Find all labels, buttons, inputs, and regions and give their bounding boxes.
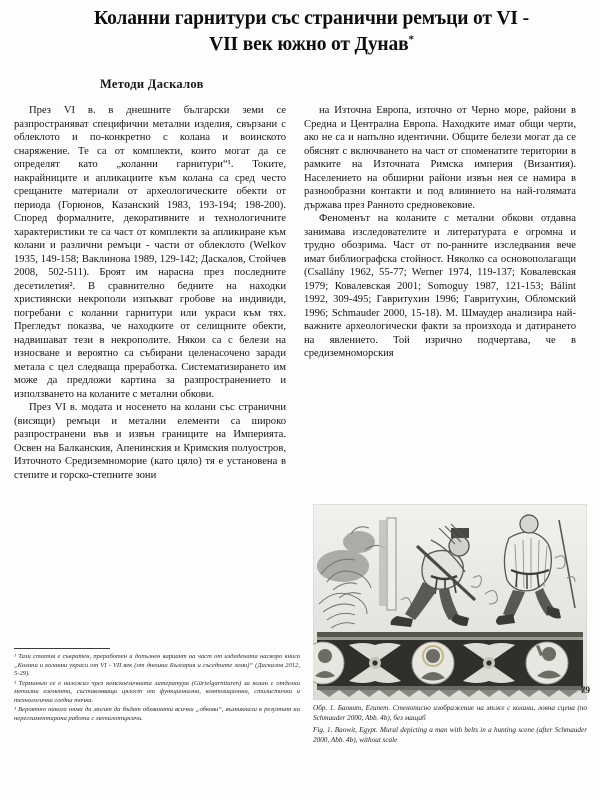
title-footnote-marker: * <box>408 33 414 46</box>
author-name: Методи Даскалов <box>100 77 204 92</box>
author-wrap <box>0 77 600 92</box>
footnotes-block <box>14 648 300 725</box>
paragraph: Феноменът на коланите с метални обкови отдавна занимава изследователите и литературата е огромна и трудно обозрима. Част от по-ранните изследвания вече имат библиографска стойност. Няколко са основополагащи (Csallány 1962, 55-77; Werner 1974, 119-137; Ковалевская 1979; Ковалевская 2001; Somoguy 1987, 121-153; Bálint 1992, 309-495; Гавритухин 1996; Гавритухин, Обломский 1996; Schmauder 2000, 15-18). М. Шмаудер анализира най-важните археологически факти за произхода и датирането на явлението. Той изрично подчертава, че в средиземноморския <box>304 213 576 359</box>
mural-hunting-scene-image <box>313 504 587 700</box>
paragraph: на Източна Европа, източно от Черно море, райони в Средна и Централна Европа. Находките имат общи черти, ако не са и напълно идентични. Общите белези могат да се обяснят с включването на част от споменатите територии в рамките на Източната Римска империя (Византия). Населението на обширни райони извън нея се намира в разнообразни контакти и под влиянието на най-голямата държава през Ранното средновековие. <box>304 105 576 211</box>
page-title-text: Коланни гарнитури със странични ремъци от VI - VII век южно от Дунав <box>94 8 529 55</box>
footnote: ² Терминът се е наложил чрез немскоезичната литература (Gürtelgarnituren) за колан с отделни метални елементи, съставляващи цялост от функционална, композиционна, стилистична и технологична гледна точка. <box>14 679 300 704</box>
title-block <box>0 0 600 57</box>
footnote: ¹ Тази статия е съкратен, преработен и допълнен вариант на част от издадената наскоро книга „Колани и коланни украси от VI - VII век (от днешна България и съседните земи)“ (Даскалов 2012, 5-29). <box>14 653 300 678</box>
right-column <box>304 104 576 482</box>
page-title <box>78 6 545 57</box>
paragraph: През VI в. в днешните български земи се разпространяват специфични метални изделия, свързани с облеклото и по-конкретно с колана и воинското снаряжение. Те са от комплекти, които могат да се определят като „коланни гарнитури“¹. Токите, накрайниците и апликациите към колана са сред често срещаните материали от археологическите обекти от периода (Горюнов, Казанский 1983, 193-194; 198-200). Според формалните, декоративните и технологичните характеристики те са част от комплекти за апликиране към колани и различни ремъци - части от облеклото (Welkov 1935, 149-158; Ваклинова 1989, 129-142; Даскалов, Стойчев 2008, 502-511). Броят им нарасна през последните десетилетия². В сравнително бедните на находки християнски некрополи изпъкват гробове на индивиди, погребани с коланни гарнитури или украси към тях. Прегледът показва, че находките от селищните обекти, надвишават тези в некрополите. Някои са с белези на износване и вероятно са събирани целенасочено заради метала с цел следваща преработка. Систематизирането им може да предложи картина за разпространението и използването на коланите с метални обкови. <box>14 105 286 400</box>
body-columns <box>0 104 600 482</box>
paragraph: През VI в. модата и носенето на колани със странични (висящи) ремъци и метални елементи са широко разпространени във и извън границите на Империята. Освен на Балканския, Апенинския и Кримския полуостров, Източното Средиземноморие (като цяло) тя е установена в степите и горско-степните зони <box>14 402 286 481</box>
footnote: ³ Вероятно никога няма да могат да бъдат обхванати всички „обкови“, възникнали в резултат на нерегламентирана работа с металотърсачи. <box>14 706 300 722</box>
figure-caption-en: Fig. 1. Baowit, Egypt. Mural depicting a man with belts in a hunting scene (after Schmauder 2000, Abb. 4b), without scale <box>313 726 587 744</box>
figure-block <box>313 504 587 745</box>
figure-caption-bg: Обр. 1. Баовит, Египет. Стенописно изображение на мъже с колани, ловна сцена (по Schmauder 2000, Abb. 4b), без мащаб <box>313 704 587 722</box>
left-column <box>14 104 286 482</box>
footnote-separator-rule <box>14 648 110 649</box>
page-number: 79 <box>580 686 590 696</box>
